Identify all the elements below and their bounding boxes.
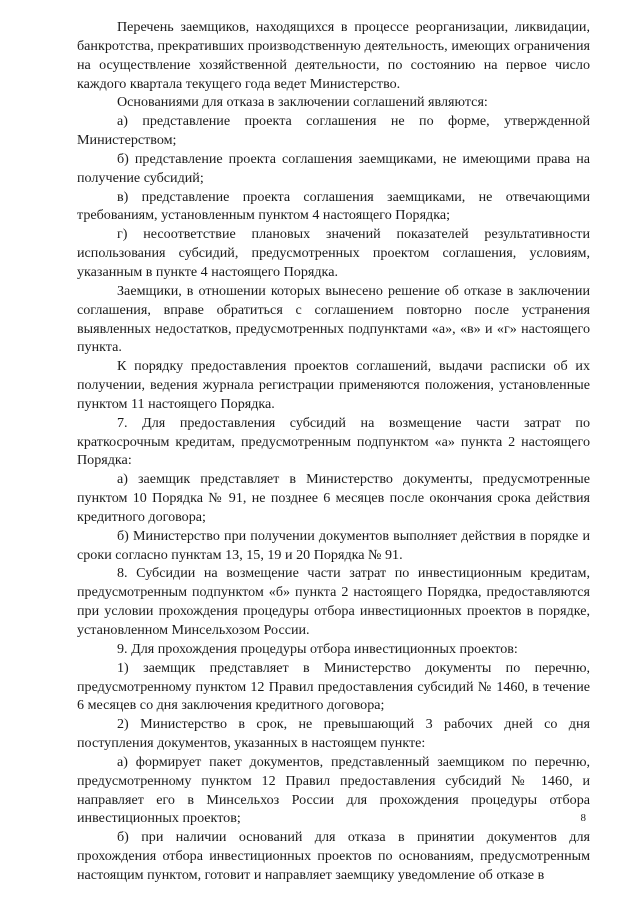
paragraph-section-7: 7. Для предоставления субсидий на возмещение части затрат по краткосрочным кредитам, предусмотренным подпунктом «а» пункта 2 настоящего Порядка: [77,414,590,469]
paragraph-refusal-d: г) несоответствие плановых значений показателей результативности использования субсидий, предусмотренных проектом соглашения, условиям, указанным в пункте 4 настоящего Порядка. [77,226,590,280]
paragraph-agreement-procedure: К порядку предоставления проектов соглашений, выдачи расписки об их получении, ведения журнала регистрации применяются положения, установленные пунктом 11 настоящего Порядка. [77,358,590,412]
paragraph-section-9-1: 1) заемщик представляет в Министерство документы по перечню, предусмотренному пунктом 12 Правил предоставления субсидий № 1460, в течение 6 месяцев со дня заключения кредитного договора; [77,659,590,714]
paragraph-refusal-c: в) представление проекта соглашения заемщиками, не отвечающими требованиям, установленным пунктом 4 настоящего Порядка; [77,188,590,224]
paragraph-debtors-list: Перечень заемщиков, находящихся в процессе реорганизации, ликвидации, банкротства, прекративших производственную деятельность, имеющих ограничения на осуществление хозяйственной деятельности, по состоянию на первое число каждого квартала текущего года ведет Министерство. [77,19,590,92]
paragraph-section-9-2: 2) Министерство в срок, не превышающий 3 рабочих дней со дня поступления документов, указанных в настоящем пункте: [77,716,590,752]
paragraph-section-7a: а) заемщик представляет в Министерство документы, предусмотренные пунктом 10 Порядка № 91, не позднее 6 месяцев после окончания срока действия кредитного договора; [77,471,590,525]
paragraph-resubmission: Заемщики, в отношении которых вынесено решение об отказе в заключении соглашения, вправе обратиться с соглашением повторно после устранения выявленных недостатков, предусмотренных подпунктами «а», «в» и «г» настоящего пункта. [77,282,590,356]
paragraph-section-7b: б) Министерство при получении документов выполняет действия в порядке и сроки согласно пунктам 13, 15, 19 и 20 Порядка № 91. [77,527,590,563]
paragraph-section-9: 9. Для прохождения процедуры отбора инвестиционных проектов: [117,640,518,657]
paragraph-section-9-2b: б) при наличии оснований для отказа в принятии документов для прохождения отбора инвестиционных проектов по основаниям, предусмотренным настоящим пунктом, готовит и направляет заемщику уведомление об отказе в [77,829,590,883]
paragraph-refusal-grounds: Основаниями для отказа в заключении соглашений являются: [117,94,488,111]
paragraph-section-9-2a: а) формирует пакет документов, представленный заемщиком по перечню, предусмотренному пунктом 12 Правил предоставления субсидий № 1460, и направляет его в Минсельхоз России для прохождения процедуры отбора инвестиционных проектов; [77,753,590,827]
paragraph-refusal-b: б) представление проекта соглашения заемщиками, не имеющими права на получение субсидий; [77,150,590,186]
document-body [77,18,590,885]
paragraph-section-8: 8. Субсидии на возмещение части затрат по инвестиционным кредитам, предусмотренным подпунктом «б» пункта 2 настоящего Порядка, предоставляются при условии прохождения процедуры отбора инвестиционных проектов в порядке, установленном Минсельхозом России. [77,565,590,638]
paragraph-refusal-a: а) представление проекта соглашения не по форме, утвержденной Министерством; [77,113,590,149]
page-number: 8 [580,812,586,824]
